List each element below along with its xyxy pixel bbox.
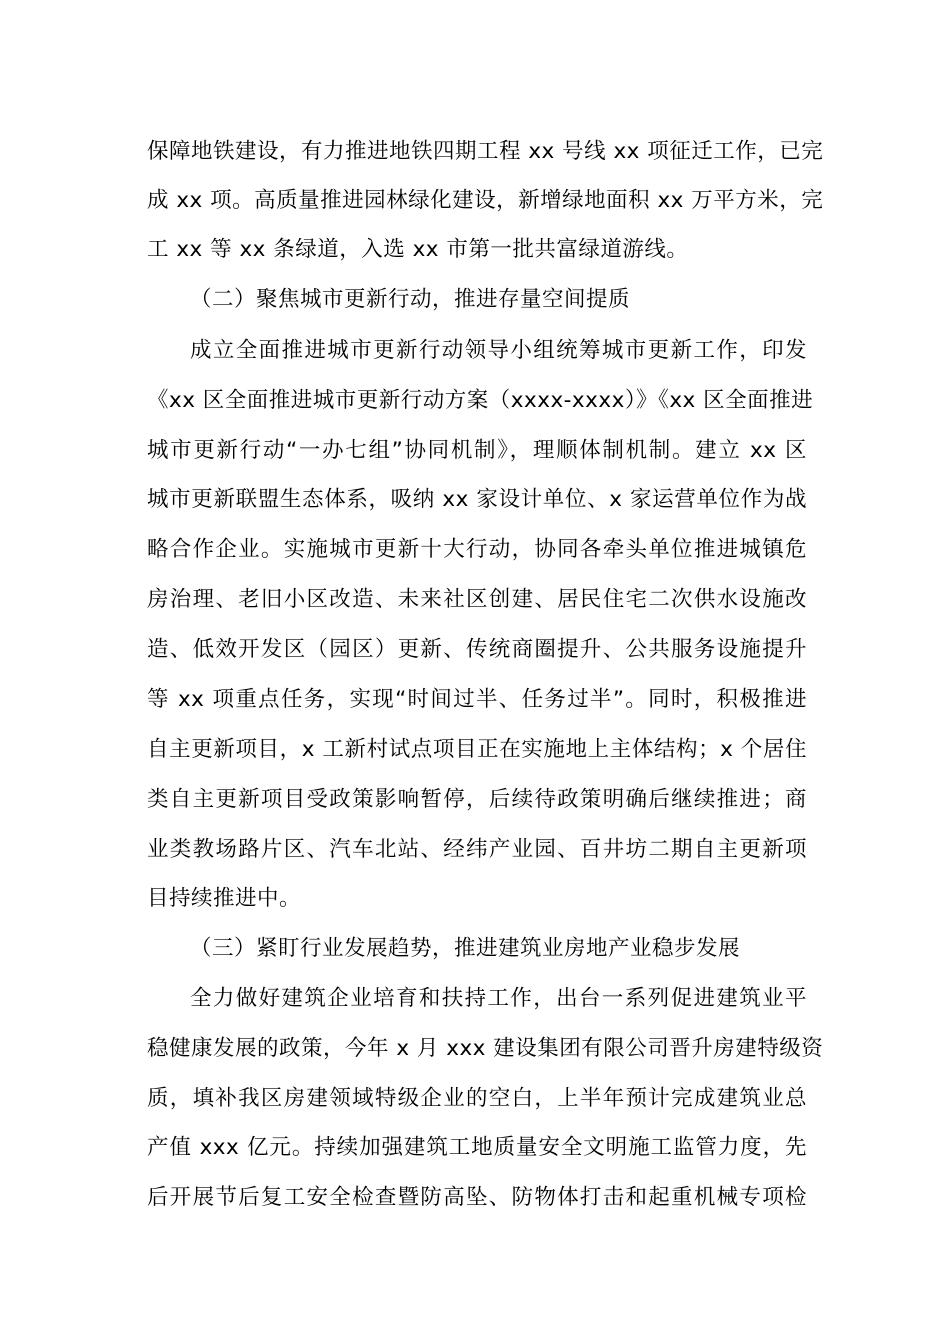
paragraph-3-line-4: 产值 xxx 亿元。持续加强建筑工地质量安全文明施工监管力度，先	[147, 1135, 807, 1160]
paragraph-3-line-5: 后开展节后复工安全检查暨防高坠、防物体打击和起重机械专项检	[147, 1185, 807, 1210]
paragraph-3-line-2: 稳健康发展的政策，今年 x 月 xxx 建设集团有限公司晋升房建特级资	[147, 1036, 824, 1061]
paragraph-1-line-1: 保障地铁建设，有力推进地铁四期工程 xx 号线 xx 项征迁工作，已完	[147, 139, 824, 164]
paragraph-2-line-4: 城市更新联盟生态体系，吸纳 xx 家设计单位、x 家运营单位作为战	[147, 487, 807, 512]
paragraph-2-line-7: 造、低效开发区（园区）更新、传统商圈提升、公共服务设施提升	[147, 637, 807, 662]
section-heading-2: （二）聚焦城市更新行动，推进存量空间提质	[190, 287, 631, 312]
paragraph-3-line-3: 质，填补我区房建领域特级企业的空白，上半年预计完成建筑业总	[147, 1086, 807, 1111]
paragraph-2-line-6: 房治理、老旧小区改造、未来社区创建、居民住宅二次供水设施改	[147, 587, 807, 612]
paragraph-1-line-2: 成 xx 项。高质量推进园林绿化建设，新增绿地面积 xx 万平方米，完	[147, 188, 824, 213]
section-heading-3: （三）紧盯行业发展趋势，推进建筑业房地产业稳步发展	[190, 936, 741, 961]
paragraph-3-line-1: 全力做好建筑企业培育和扶持工作，出台一系列促进建筑业平	[190, 986, 807, 1011]
paragraph-2-line-1: 成立全面推进城市更新行动领导小组统筹城市更新工作，印发	[190, 338, 807, 363]
paragraph-2-line-2: 《xx 区全面推进城市更新行动方案（xxxx-xxxx）》《xx 区全面推进	[147, 388, 814, 413]
paragraph-2-line-11: 业类教场路片区、汽车北站、经纬产业园、百井坊二期自主更新项	[147, 837, 807, 862]
paragraph-1-line-3: 工 xx 等 xx 条绿道，入选 xx 市第一批共富绿道游线。	[147, 237, 689, 262]
paragraph-2-line-3: 城市更新行动“一办七组”协同机制》，理顺体制机制。建立 xx 区	[147, 438, 807, 463]
paragraph-2-line-12: 目持续推进中。	[147, 886, 302, 911]
paragraph-2-line-10: 类自主更新项目受政策影响暂停，后续待政策明确后继续推进；商	[147, 787, 807, 812]
paragraph-2-line-5: 略合作企业。实施城市更新十大行动，协同各牵头单位推进城镇危	[147, 537, 807, 562]
paragraph-2-line-9: 自主更新项目，x 工新村试点项目正在实施地上主体结构；x 个居住	[147, 737, 807, 762]
paragraph-2-line-8: 等 xx 项重点任务，实现“时间过半、任务过半”。同时，积极推进	[147, 687, 807, 712]
